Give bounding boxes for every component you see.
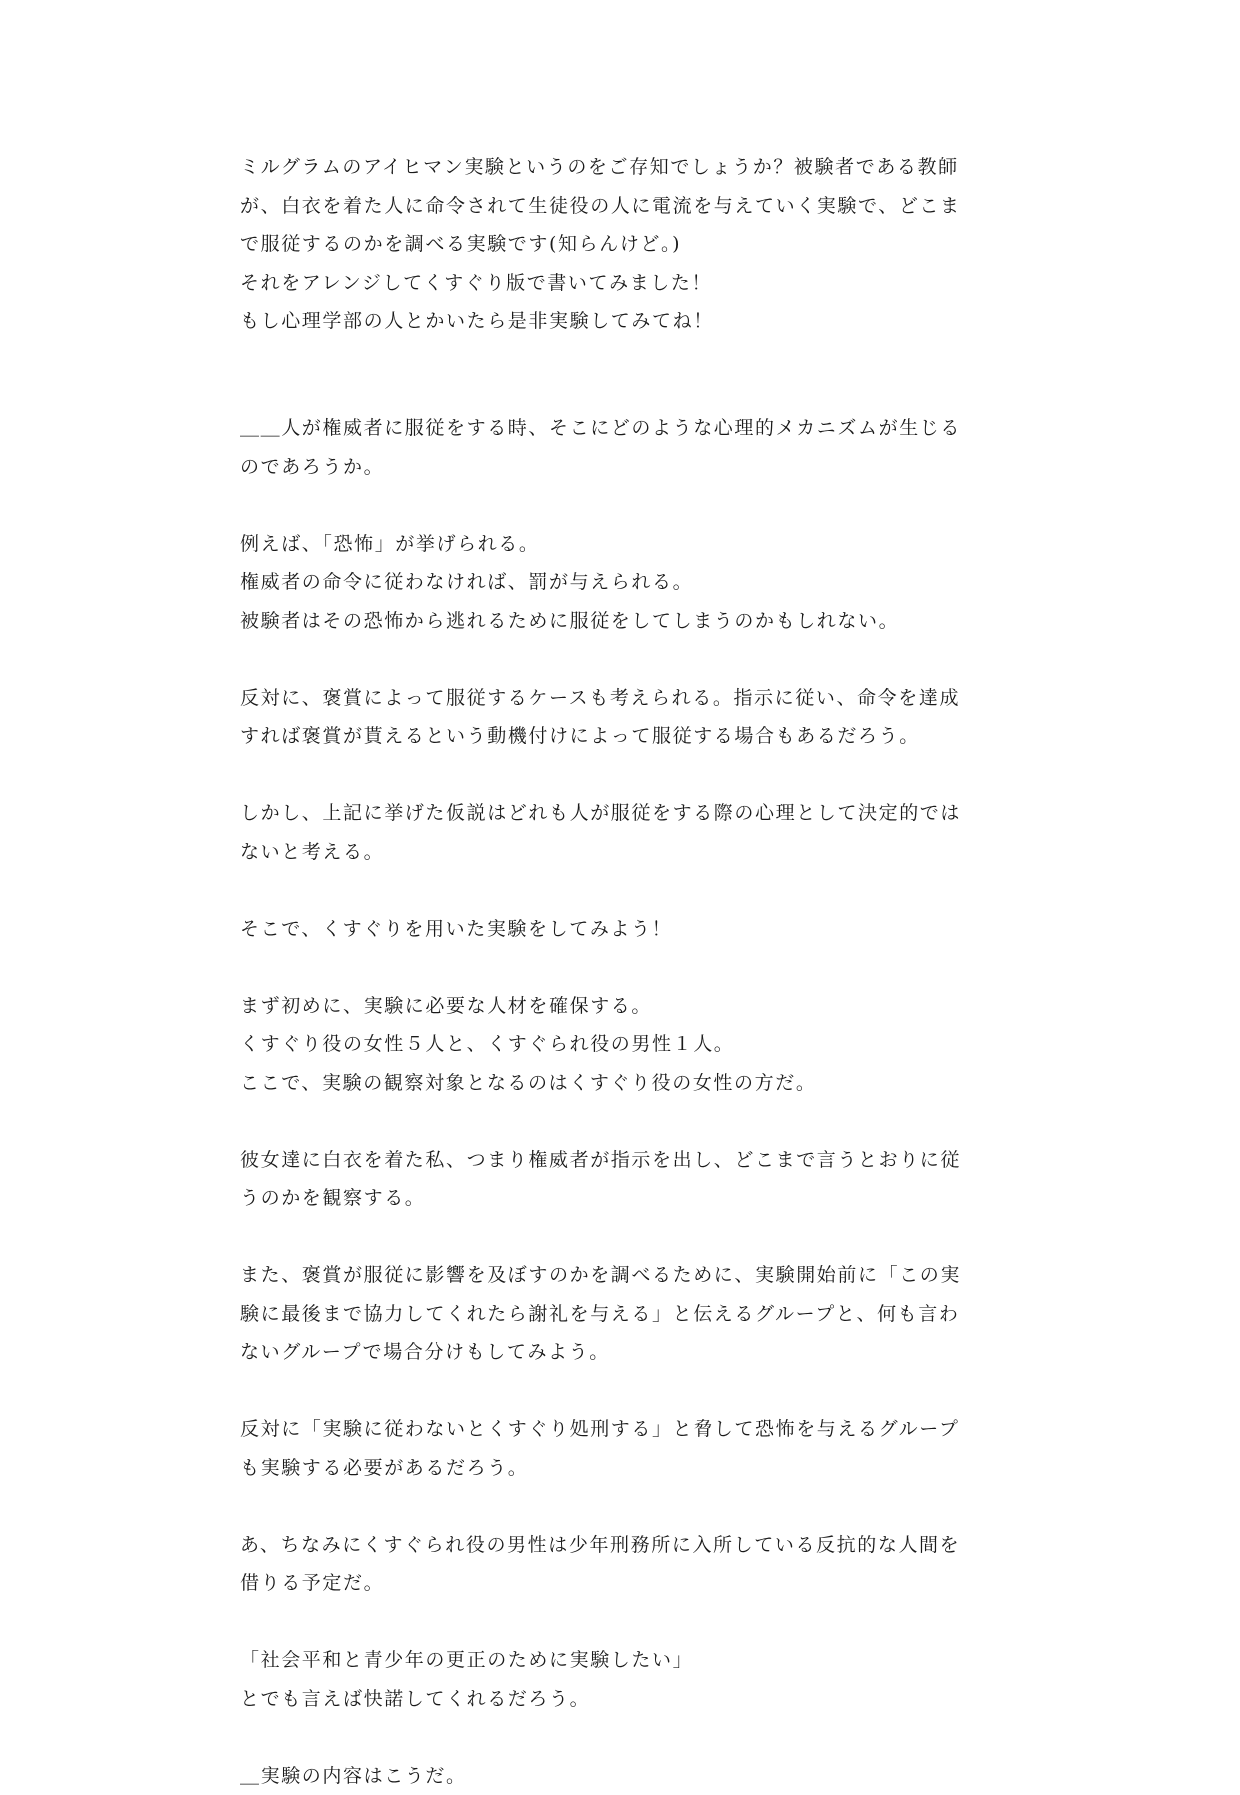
story-line: も実験する必要があるだろう。 [240, 1449, 1010, 1488]
story-line [240, 1487, 1010, 1526]
story-line [240, 486, 1010, 525]
story-line: ここで、実験の観察対象となるのはくすぐり役の女性の方だ。 [240, 1064, 1010, 1103]
story-line: うのかを観察する。 [240, 1179, 1010, 1218]
story-line [240, 1603, 1010, 1642]
story-line [240, 871, 1010, 910]
story-line: とでも言えば快諾してくれるだろう。 [240, 1680, 1010, 1719]
story-line: ＿実験の内容はこうだ。 [240, 1757, 1010, 1795]
story-line: ＿＿人が権威者に服従をする時、そこにどのような心理的メカニズムが生じる [240, 409, 1010, 448]
story-line: 「社会平和と青少年の更正のために実験したい」 [240, 1641, 1010, 1680]
story-line: 反対に、褒賞によって服従するケースも考えられる。指示に従い、命令を達成 [240, 679, 1010, 718]
intro-line: それをアレンジしてくすぐり版で書いてみました！ [240, 264, 1010, 303]
story-line: くすぐり役の女性５人と、くすぐられ役の男性１人。 [240, 1025, 1010, 1064]
story-line: ないグループで場合分けもしてみよう。 [240, 1333, 1010, 1372]
story-line: 験に最後まで協力してくれたら謝礼を与える」と伝えるグループと、何も言わ [240, 1295, 1010, 1334]
story-line: まず初めに、実験に必要な人材を確保する。 [240, 987, 1010, 1026]
story-line [240, 640, 1010, 679]
story-line [240, 1372, 1010, 1411]
story-line [240, 756, 1010, 795]
story-line: 被験者はその恐怖から逃れるために服従をしてしまうのかもしれない。 [240, 602, 1010, 641]
story-line [240, 1218, 1010, 1257]
story-line: しかし、上記に挙げた仮説はどれも人が服従をする際の心理として決定的では [240, 794, 1010, 833]
intro-line: で服従するのかを調べる実験です(知らんけど。) [240, 225, 1010, 264]
author-intro [240, 148, 1010, 341]
story-line: のであろうか。 [240, 448, 1010, 487]
intro-line: もし心理学部の人とかいたら是非実験してみてね！ [240, 302, 1010, 341]
story-line: 反対に「実験に従わないとくすぐり処刑する」と脅して恐怖を与えるグループ [240, 1410, 1010, 1449]
story-body [240, 409, 1010, 1795]
story-line: 権威者の命令に従わなければ、罰が与えられる。 [240, 563, 1010, 602]
story-line [240, 948, 1010, 987]
story-line: あ、ちなみにくすぐられ役の男性は少年刑務所に入所している反抗的な人間を [240, 1526, 1010, 1565]
story-line: すれば褒賞が貰えるという動機付けによって服従する場合もあるだろう。 [240, 717, 1010, 756]
intro-line: ミルグラムのアイヒマン実験というのをご存知でしょうか？被験者である教師 [240, 148, 1010, 187]
story-line: そこで、くすぐりを用いた実験をしてみよう！ [240, 910, 1010, 949]
story-line: 彼女達に白衣を着た私、つまり権威者が指示を出し、どこまで言うとおりに従 [240, 1141, 1010, 1180]
story-line: 例えば、「恐怖」が挙げられる。 [240, 525, 1010, 564]
story-line: ないと考える。 [240, 833, 1010, 872]
intro-line: が、白衣を着た人に命令されて生徒役の人に電流を与えていく実験で、どこま [240, 187, 1010, 226]
story-line [240, 1102, 1010, 1141]
story-line: また、褒賞が服従に影響を及ぼすのかを調べるために、実験開始前に「この実 [240, 1256, 1010, 1295]
story-line: 借りる予定だ。 [240, 1564, 1010, 1603]
story-line [240, 1718, 1010, 1757]
